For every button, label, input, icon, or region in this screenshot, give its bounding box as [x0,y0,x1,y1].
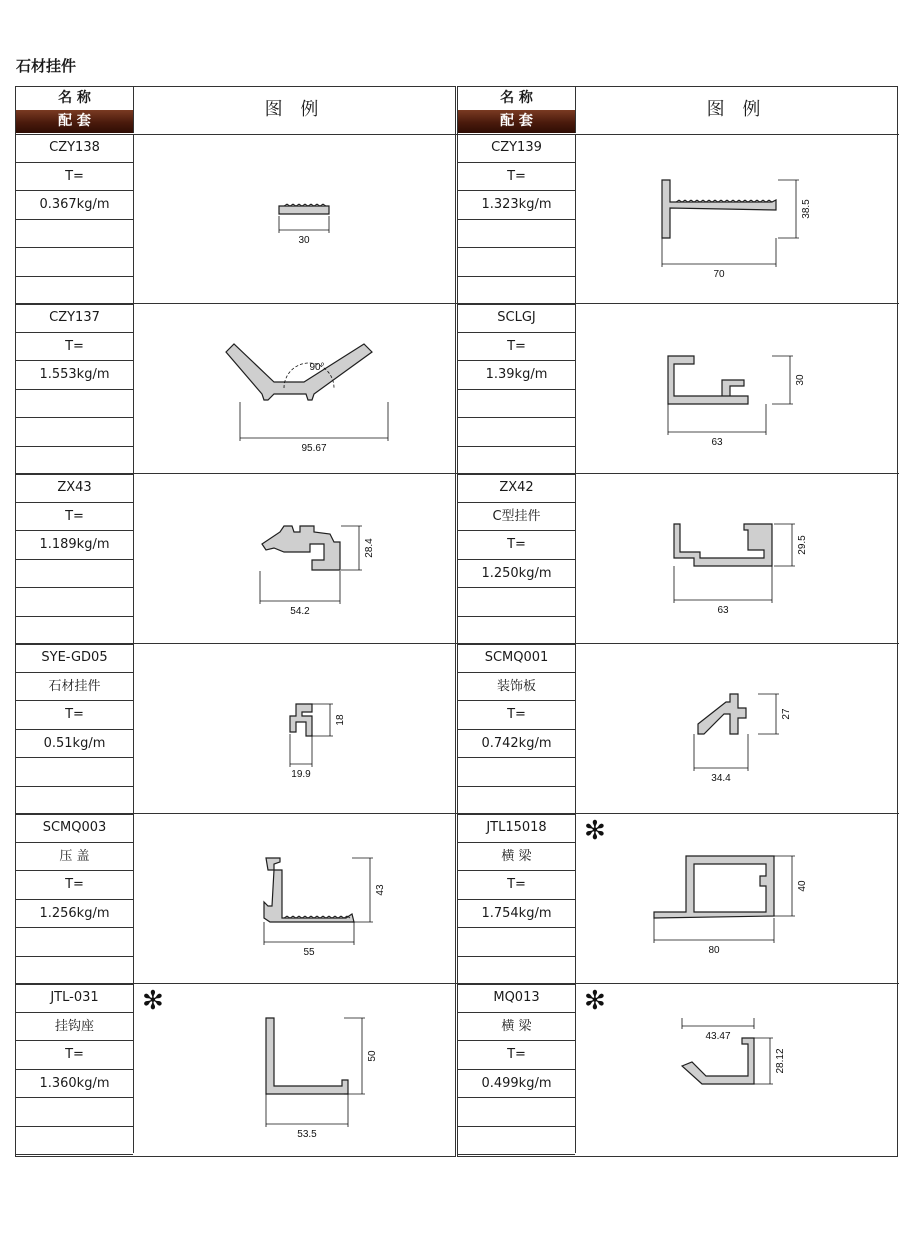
spec-cell: 1.360kg/m [16,1070,133,1099]
profile-figure [576,304,897,473]
spec-cell: T= [458,701,575,730]
dimension-label: 54.2 [290,606,310,617]
left-panel [15,86,456,1157]
spec-cell [458,758,575,787]
spec-cell [16,957,133,986]
spec-cell [16,220,133,249]
spec-cell [16,617,133,646]
spec-cell: T= [16,701,133,730]
page-title: 石材挂件 [16,57,77,75]
dimension-label: 40 [797,880,808,892]
profile-figure [576,814,897,983]
spec-cell [16,1098,133,1127]
product-code: CZY137 [16,304,133,333]
profile-figure [134,134,455,303]
dimension-label: 30 [795,374,806,386]
dimension-label: 27 [781,708,792,720]
profile-figure [576,644,897,813]
product-code: ZX42 [458,474,575,503]
spec-cell [458,787,575,816]
right-panel [457,86,898,1157]
spec-cell [458,390,575,419]
product-block [458,984,899,1154]
spec-cell: T= [16,333,133,362]
profile-figure [576,474,897,643]
product-code: ZX43 [16,474,133,503]
spec-column [16,814,134,983]
profile-drawing [576,304,897,473]
header-figure: 图 例 [706,99,767,120]
dimension-label: 80 [708,945,720,956]
product-code: CZY139 [458,134,575,163]
spec-cell [458,248,575,277]
spec-column [16,474,134,643]
spec-cell: 0.742kg/m [458,730,575,759]
spec-cell: T= [458,333,575,362]
spec-cell [458,928,575,957]
product-code: MQ013 [458,984,575,1013]
profile-drawing [576,814,897,983]
spec-cell [458,588,575,617]
spec-cell: T= [458,163,575,192]
spec-cell: 1.754kg/m [458,900,575,929]
profile-drawing [134,814,455,983]
dimension-label: 38.5 [801,199,812,219]
spec-column [458,644,576,813]
spec-cell: 压 盖 [16,843,133,872]
spec-cell [16,758,133,787]
spec-cell [458,277,575,306]
spec-cell: T= [458,1041,575,1070]
profile-drawing [134,474,455,643]
profile-drawing [576,644,897,813]
spec-cell: T= [16,1041,133,1070]
product-block [458,814,899,984]
product-code: SYE-GD05 [16,644,133,673]
dimension-label: 34.4 [711,773,731,784]
spec-column [458,474,576,643]
spec-cell [458,447,575,476]
profile-figure [134,814,455,983]
spec-column [16,304,134,473]
spec-cell [16,1127,133,1156]
profile-figure [134,984,455,1153]
spec-cell: T= [16,503,133,532]
spec-cell: 0.51kg/m [16,730,133,759]
profile-figure [134,474,455,643]
product-code: SCMQ001 [458,644,575,673]
spec-column [16,984,134,1153]
table-header [16,87,457,135]
dimension-label: 29.5 [797,535,808,555]
spec-cell: 横 梁 [458,1013,575,1042]
profile-figure [576,984,897,1153]
header-parts: 配 套 [458,110,576,133]
dimension-label: 28.4 [364,538,375,558]
profile-drawing [134,304,455,473]
product-block [458,134,899,304]
dimension-label: 55 [303,947,315,958]
asterisk-icon: ✻ [584,816,606,846]
profile-drawing [576,984,897,1153]
header-name: 名 称 [16,87,134,110]
spec-cell [16,418,133,447]
dimension-label: 43 [375,884,386,896]
dimension-label: 63 [717,605,729,616]
product-block [16,134,457,304]
product-code: JTL15018 [458,814,575,843]
spec-cell [458,418,575,447]
product-block [458,304,899,474]
spec-column [458,984,576,1153]
profile-figure [134,644,455,813]
profile-drawing [134,134,455,303]
spec-cell: T= [16,871,133,900]
dimension-label: 95.67 [301,443,327,454]
spec-column [16,644,134,813]
profile-drawing [576,134,897,303]
spec-cell [16,277,133,306]
spec-cell: 1.323kg/m [458,191,575,220]
spec-cell [16,248,133,277]
spec-cell [458,220,575,249]
spec-cell: 1.250kg/m [458,560,575,589]
spec-cell [458,1098,575,1127]
profile-figure [576,134,897,303]
dimension-label: 30 [298,235,310,246]
dimension-label: 90° [309,362,325,373]
dimension-label: 63 [711,437,723,448]
product-block [16,304,457,474]
spec-column [458,304,576,473]
spec-column [16,134,134,303]
spec-cell: 0.499kg/m [458,1070,575,1099]
product-block [458,474,899,644]
profile-drawing [134,644,455,813]
header-parts: 配 套 [16,110,134,133]
spec-cell: 挂钩座 [16,1013,133,1042]
dimension-label: 19.9 [291,769,311,780]
profile-drawing [134,984,455,1153]
header-figure: 图 例 [264,99,325,120]
spec-cell: 0.367kg/m [16,191,133,220]
spec-cell [16,390,133,419]
product-code: CZY138 [16,134,133,163]
spec-column [458,814,576,983]
spec-cell: 1.553kg/m [16,361,133,390]
spec-cell: 1.256kg/m [16,900,133,929]
spec-cell: 1.189kg/m [16,531,133,560]
spec-cell [458,957,575,986]
dimension-label: 18 [335,714,346,726]
spec-cell: C型挂件 [458,503,575,532]
spec-cell: 横 梁 [458,843,575,872]
spec-cell [458,617,575,646]
spec-cell [16,560,133,589]
dimension-label: 70 [713,269,725,280]
product-block [16,474,457,644]
dimension-label: 53.5 [297,1129,317,1140]
spec-cell: 1.39kg/m [458,361,575,390]
spec-column [458,134,576,303]
product-code: SCLGJ [458,304,575,333]
asterisk-icon: ✻ [584,986,606,1016]
spec-cell: T= [16,163,133,192]
spec-cell [458,1127,575,1156]
spec-cell [16,787,133,816]
dimension-label: 28.12 [775,1048,786,1074]
product-block [458,644,899,814]
product-block [16,814,457,984]
spec-cell [16,447,133,476]
spec-cell: 装饰板 [458,673,575,702]
product-block [16,644,457,814]
spec-cell: T= [458,871,575,900]
spec-cell: 石材挂件 [16,673,133,702]
product-block [16,984,457,1154]
spec-cell [16,588,133,617]
spec-cell: T= [458,531,575,560]
asterisk-icon: ✻ [142,986,164,1016]
dimension-label: 43.47 [705,1031,731,1042]
table-header [458,87,899,135]
product-code: SCMQ003 [16,814,133,843]
dimension-label: 50 [367,1050,378,1062]
header-name: 名 称 [458,87,576,110]
product-code: JTL-031 [16,984,133,1013]
spec-cell [16,928,133,957]
profile-drawing [576,474,897,643]
profile-figure [134,304,455,473]
